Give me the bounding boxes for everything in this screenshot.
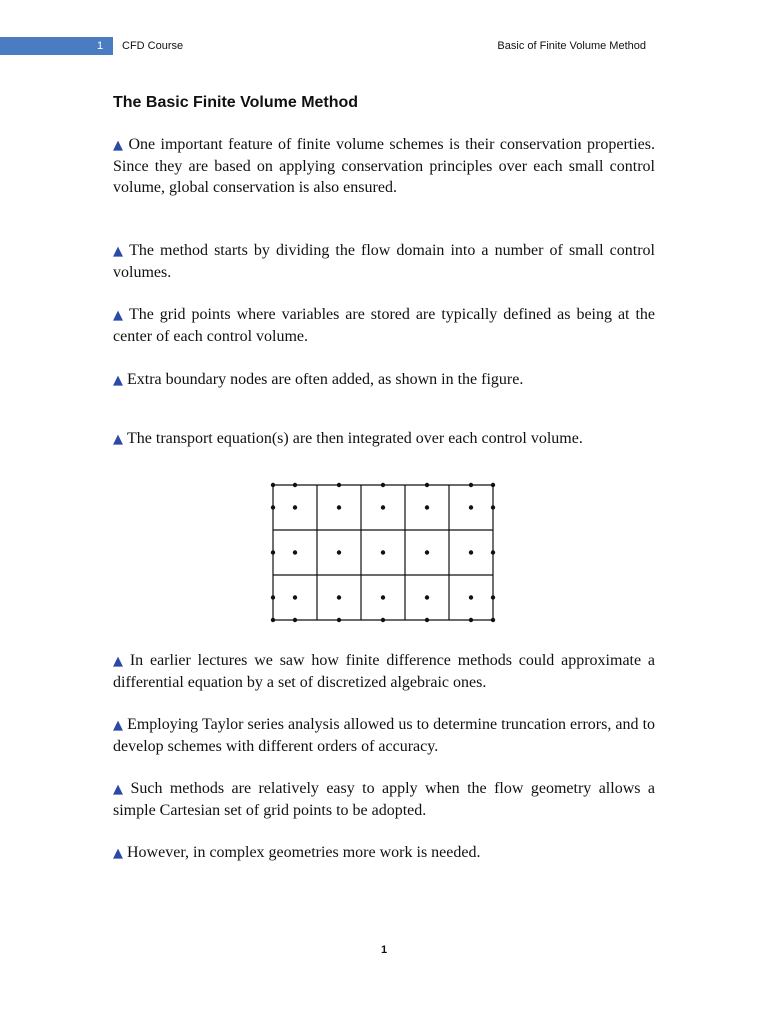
boundary-node bbox=[337, 618, 341, 622]
cell-center-node bbox=[337, 550, 341, 554]
triangle-bullet-icon: ▲ bbox=[113, 308, 125, 323]
header-chapter: Basic of Finite Volume Method bbox=[497, 40, 646, 52]
cell-center-node bbox=[469, 550, 473, 554]
triangle-bullet-icon: ▲ bbox=[113, 654, 126, 669]
boundary-node bbox=[381, 618, 385, 622]
triangle-bullet-icon: ▲ bbox=[113, 138, 125, 153]
paragraph-text: However, in complex geometries more work is needed. bbox=[127, 844, 481, 861]
paragraph-text: The transport equation(s) are then integrated over each control volume. bbox=[127, 430, 583, 447]
paragraph-complex-geometries bbox=[113, 842, 655, 864]
cell-center-node bbox=[337, 595, 341, 599]
triangle-bullet-icon: ▲ bbox=[113, 782, 127, 797]
triangle-bullet-icon: ▲ bbox=[113, 846, 123, 861]
cell-center-node bbox=[381, 595, 385, 599]
page-content bbox=[113, 90, 655, 864]
boundary-node bbox=[491, 595, 495, 599]
boundary-node bbox=[491, 618, 495, 622]
paragraph-conservation bbox=[113, 134, 655, 198]
paragraph-taylor-series bbox=[113, 714, 655, 757]
paragraph-grid-points bbox=[113, 304, 655, 347]
boundary-node bbox=[293, 483, 297, 487]
paragraph-boundary-nodes bbox=[113, 369, 655, 391]
paragraph-text: Extra boundary nodes are often added, as shown in the figure. bbox=[127, 371, 524, 388]
boundary-node bbox=[469, 618, 473, 622]
paragraph-text: One important feature of finite volume schemes is their conservation properties. Since they are based on applying conservation principles over each small control volume, global conservation is also ensured. bbox=[113, 136, 656, 196]
header-course: CFD Course bbox=[122, 40, 184, 52]
paragraph-text: The method starts by dividing the flow domain into a number of small control volumes. bbox=[113, 242, 656, 281]
paragraph-text: In earlier lectures we saw how finite difference methods could approximate a differential equation by a set of discretized algebraic ones. bbox=[113, 652, 656, 691]
footer-page-number: 1 bbox=[380, 944, 388, 956]
boundary-node bbox=[425, 483, 429, 487]
boundary-node bbox=[337, 483, 341, 487]
page-title: The Basic Finite Volume Method bbox=[113, 94, 359, 111]
triangle-bullet-icon: ▲ bbox=[113, 373, 123, 388]
paragraph-text: Such methods are relatively easy to apply when the flow geometry allows a simple Cartesian set of grid points to be adopted. bbox=[113, 780, 656, 819]
boundary-node bbox=[271, 483, 275, 487]
header-page-number: 1 bbox=[96, 40, 104, 52]
cell-center-node bbox=[381, 550, 385, 554]
paragraph-earlier-lectures bbox=[113, 650, 655, 693]
triangle-bullet-icon: ▲ bbox=[113, 432, 123, 447]
cell-center-node bbox=[425, 505, 429, 509]
paragraph-transport-equation bbox=[113, 428, 655, 450]
boundary-node bbox=[271, 550, 275, 554]
paragraph-text: Employing Taylor series analysis allowed us to determine truncation errors, and to develop schemes with different orders of accuracy. bbox=[113, 716, 656, 755]
cell-center-node bbox=[381, 505, 385, 509]
cell-center-node bbox=[293, 550, 297, 554]
boundary-node bbox=[425, 618, 429, 622]
triangle-bullet-icon: ▲ bbox=[113, 718, 124, 733]
paragraph-text: The grid points where variables are stored are typically defined as being at the center of each control volume. bbox=[113, 306, 655, 345]
cell-center-node bbox=[425, 550, 429, 554]
boundary-node bbox=[491, 550, 495, 554]
cell-center-node bbox=[469, 595, 473, 599]
cell-center-node bbox=[337, 505, 341, 509]
paragraph-cartesian bbox=[113, 778, 655, 821]
cell-center-node bbox=[293, 505, 297, 509]
cell-center-node bbox=[425, 595, 429, 599]
control-volume-grid-figure bbox=[268, 480, 500, 626]
boundary-node bbox=[469, 483, 473, 487]
boundary-node bbox=[491, 483, 495, 487]
triangle-bullet-icon: ▲ bbox=[113, 244, 126, 259]
paragraph-dividing-domain bbox=[113, 240, 655, 283]
boundary-node bbox=[491, 505, 495, 509]
boundary-node bbox=[271, 595, 275, 599]
grid-diagram bbox=[268, 480, 500, 626]
boundary-node bbox=[293, 618, 297, 622]
cell-center-node bbox=[469, 505, 473, 509]
boundary-node bbox=[271, 618, 275, 622]
boundary-node bbox=[271, 505, 275, 509]
boundary-node bbox=[381, 483, 385, 487]
cell-center-node bbox=[293, 595, 297, 599]
